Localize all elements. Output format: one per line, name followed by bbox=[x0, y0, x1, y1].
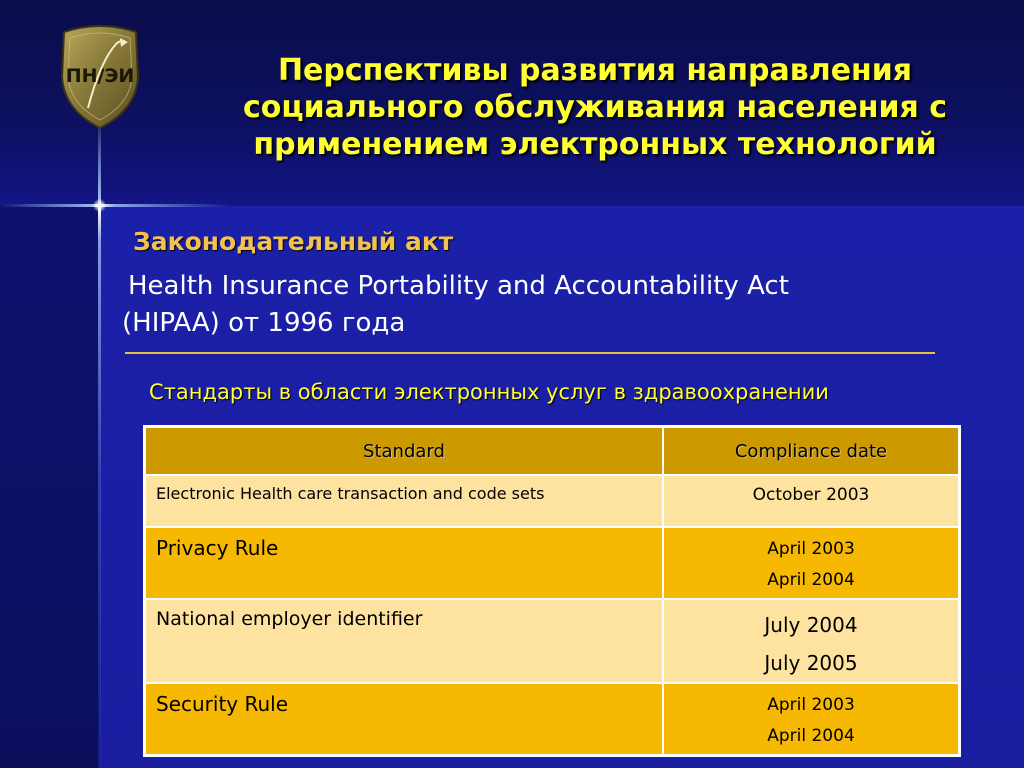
standards-table bbox=[143, 425, 961, 757]
standard-cell: Security Rule bbox=[145, 683, 664, 756]
table-header-row bbox=[145, 427, 960, 476]
standard-cell: Privacy Rule bbox=[145, 527, 664, 599]
act-name-line-1: Health Insurance Portability and Accountability Act bbox=[128, 271, 789, 301]
date-value: April 2004 bbox=[767, 570, 855, 590]
header-compliance-date: Compliance date bbox=[663, 427, 960, 476]
date-cell bbox=[663, 599, 960, 683]
date-value: April 2003 bbox=[767, 695, 855, 715]
table-row bbox=[145, 599, 960, 683]
page-title bbox=[200, 52, 990, 163]
title-line-1: Перспективы развития направления bbox=[277, 53, 913, 88]
date-cell bbox=[663, 527, 960, 599]
table-row bbox=[145, 683, 960, 756]
horizontal-flare bbox=[0, 204, 230, 207]
date-cell bbox=[663, 475, 960, 527]
table-row bbox=[145, 527, 960, 599]
header-standard: Standard bbox=[145, 427, 664, 476]
logo-text: ПН/ЭИ bbox=[65, 65, 135, 87]
date-value: April 2004 bbox=[767, 726, 855, 746]
star-flare-icon bbox=[93, 199, 106, 212]
act-name bbox=[122, 268, 922, 342]
table-row bbox=[145, 475, 960, 527]
title-line-2: социального обслуживания населения с bbox=[243, 90, 947, 125]
left-band bbox=[0, 206, 100, 768]
standard-cell: Electronic Health care transaction and code sets bbox=[145, 475, 664, 527]
date-value: October 2003 bbox=[752, 485, 870, 505]
date-value: April 2003 bbox=[767, 539, 855, 559]
standard-cell: National employer identifier bbox=[145, 599, 664, 683]
divider-line bbox=[125, 352, 935, 354]
date-value: July 2005 bbox=[764, 651, 858, 675]
date-cell bbox=[663, 683, 960, 756]
date-value: July 2004 bbox=[764, 613, 858, 637]
table-subtitle: Стандарты в области электронных услуг в здравоохранении bbox=[149, 380, 829, 404]
title-line-3: применением электронных технологий bbox=[253, 127, 937, 162]
shield-logo-icon bbox=[58, 22, 142, 132]
act-heading: Законодательный акт bbox=[133, 227, 454, 256]
act-name-line-2: (HIPAA) от 1996 года bbox=[122, 308, 406, 338]
